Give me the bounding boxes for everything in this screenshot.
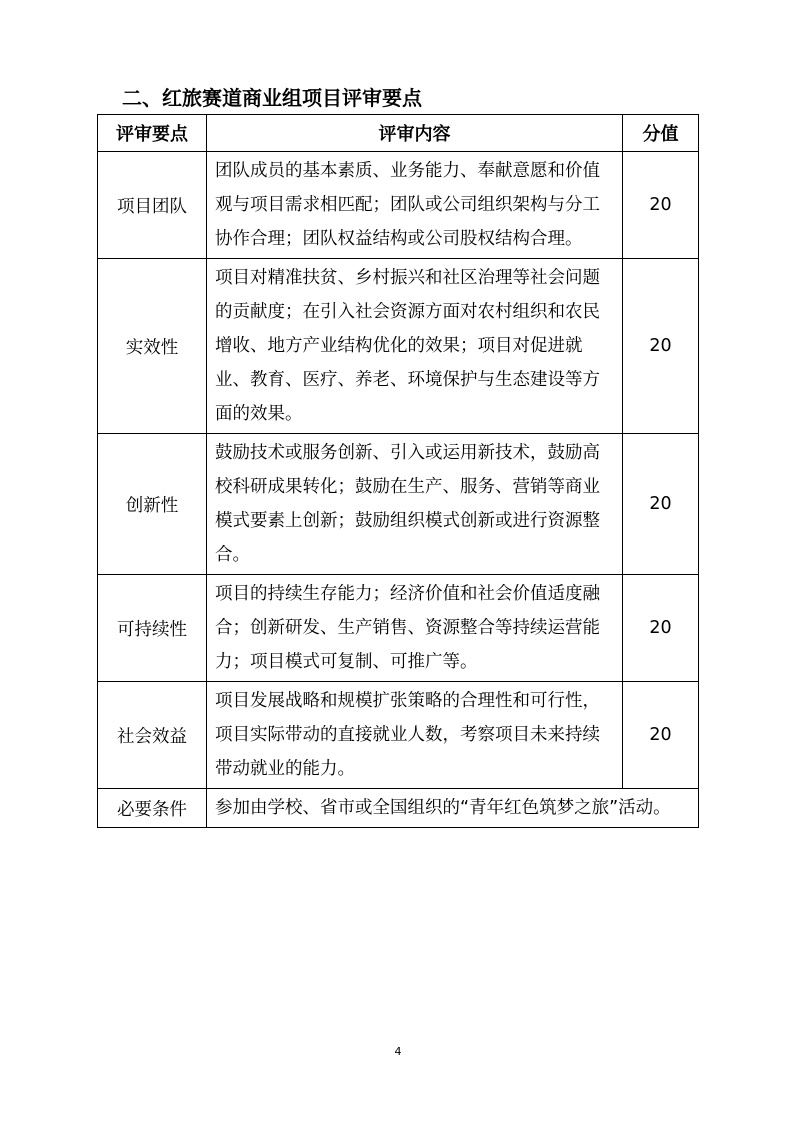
score-cell: 20 [623,682,699,789]
review-point-cell: 社会效益 [98,682,207,789]
review-criteria-table [97,114,699,828]
header-review-content: 评审内容 [207,115,623,152]
score-cell: 20 [623,259,699,434]
table-row-requirement [98,789,699,828]
review-content-cell: 项目发展战略和规模扩张策略的合理性和可行性，项目实际带动的直接就业人数，考察项目未来持续带动就业的能力。 [207,682,623,789]
review-point-cell: 实效性 [98,259,207,434]
table-row-effectiveness [98,259,699,434]
header-score: 分值 [623,115,699,152]
score-cell: 20 [623,434,699,575]
review-content-cell: 团队成员的基本素质、业务能力、奉献意愿和价值观与项目需求相匹配；团队或公司组织架构与分工协作合理；团队权益结构或公司股权结构合理。 [207,152,623,259]
review-point-cell: 必要条件 [98,789,207,828]
review-content-cell: 参加由学校、省市或全国组织的“青年红色筑梦之旅”活动。 [207,789,699,828]
section-title: 二、红旅赛道商业组项目评审要点 [122,86,422,110]
table-row-team [98,152,699,259]
score-cell: 20 [623,575,699,682]
table-row-social-benefit [98,682,699,789]
table-header-row [98,115,699,152]
review-content-cell: 项目的持续生存能力；经济价值和社会价值适度融合；创新研发、生产销售、资源整合等持续运营能力；项目模式可复制、可推广等。 [207,575,623,682]
header-review-point: 评审要点 [98,115,207,152]
review-content-cell: 项目对精准扶贫、乡村振兴和社区治理等社会问题的贡献度；在引入社会资源方面对农村组织和农民增收、地方产业结构优化的效果；项目对促进就业、教育、医疗、养老、环境保护与生态建设等方面的效果。 [207,259,623,434]
review-point-cell: 项目团队 [98,152,207,259]
score-cell: 20 [623,152,699,259]
review-point-cell: 可持续性 [98,575,207,682]
review-content-cell: 鼓励技术或服务创新、引入或运用新技术，鼓励高校科研成果转化；鼓励在生产、服务、营销等商业模式要素上创新；鼓励组织模式创新或进行资源整合。 [207,434,623,575]
table-row-sustainability [98,575,699,682]
table-row-innovation [98,434,699,575]
page-number: 4 [394,1045,402,1058]
review-point-cell: 创新性 [98,434,207,575]
